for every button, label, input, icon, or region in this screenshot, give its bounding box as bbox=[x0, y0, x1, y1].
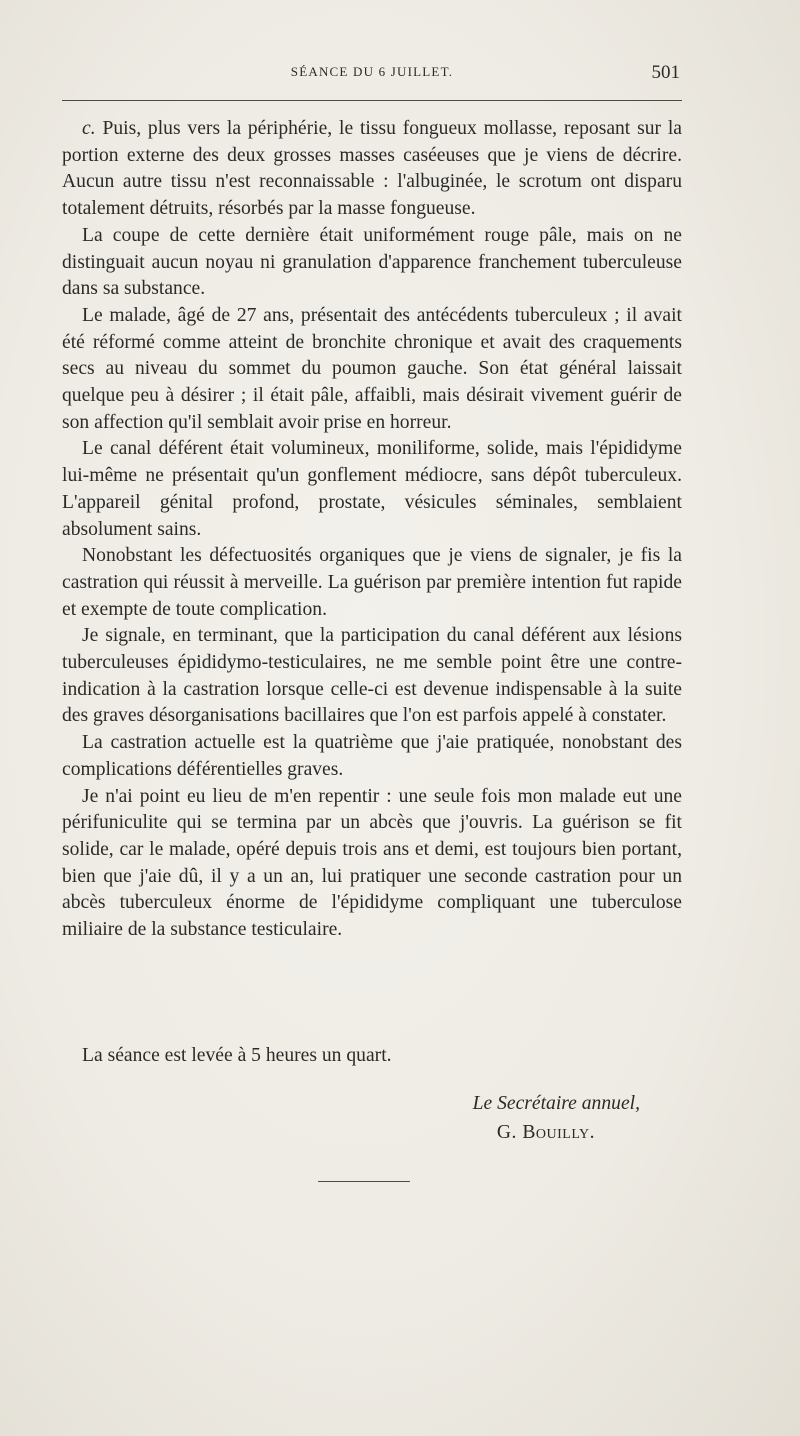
paragraph-text: La castration actuelle est la quatrième que j'aie pratiquée, nonobstant des complications déférentielles graves. bbox=[62, 732, 682, 780]
paragraph-text: Je n'ai point eu lieu de m'en repentir : une seule fois mon malade eut une périfuniculite qui se termina par un abcès que j'ouvris. La guérison se fit solide, car le malade, opéré depuis trois ans et demi, est toujours bien portant, bien que j'aie dû, il y a un an, lui pratiquer une seconde castration pour un abcès tuberculeux énorme de l'épididyme compliquant une tuberculose miliaire de la substance testiculaire. bbox=[62, 785, 682, 941]
end-rule bbox=[318, 1181, 410, 1182]
page-header bbox=[62, 60, 682, 92]
paragraph-text: Je signale, en terminant, que la participation du canal déférent aux lésions tuberculeuses épididymo-testiculaires, ne me semble point être une contre-indication à la castration lorsque celle-ci est devenue indispensable à la suite des graves désorganisations bacillaires que l'on est parfois appelé à constater. bbox=[62, 625, 682, 727]
paragraph bbox=[62, 436, 682, 543]
body-text bbox=[62, 116, 682, 944]
running-head: SÉANCE DU 6 JUILLET. bbox=[290, 64, 454, 79]
paragraph-text: Nonobstant les défectuosités organiques que je viens de signaler, je fis la castration qui réussit à merveille. La guérison par première intention fut rapide et exempte de toute complication. bbox=[62, 545, 682, 620]
closing-line: La séance est levée à 5 heures un quart. bbox=[82, 1045, 392, 1066]
paragraph-text: Le canal déférent était volumineux, moniliforme, solide, mais l'épididyme lui-même ne présentait qu'un gonflement médiocre, sans dépôt tuberculeux. L'appareil génital profond, prostate, vésicules séminales, semblaient absolument sains. bbox=[62, 438, 682, 540]
signature-name: G. Bouilly. bbox=[496, 1122, 595, 1143]
paragraph-text: Le malade, âgé de 27 ans, présentait des antécédents tuberculeux ; il avait été réformé comme atteint de bronchite chronique et avait des craquements secs au niveau du sommet du poumon gauche. Son état général laissait quelque peu à désirer ; il était pâle, affaibli, mais désirait vivement guérir de son affection qu'il semblait avoir prise en horreur. bbox=[62, 304, 682, 433]
paragraph bbox=[62, 303, 682, 437]
paragraph-lead: c. bbox=[82, 118, 96, 139]
paragraph bbox=[62, 730, 682, 783]
paragraph bbox=[62, 223, 682, 303]
paragraph-text: La coupe de cette dernière était uniformément rouge pâle, mais on ne distinguait aucun noyau ni granulation d'apparence franchement tuberculeuse dans sa substance. bbox=[62, 224, 682, 300]
paragraph bbox=[62, 623, 682, 730]
paragraph bbox=[62, 543, 682, 623]
paragraph-text: Puis, plus vers la périphérie, le tissu fongueux mollasse, reposant sur la portion externe des deux grosses masses caséeuses que je viens de décrire. Aucun autre tissu n'est reconnaissable : l'albuginée, le scrotum ont disparu totalement détruits, résorbés par la masse fongueuse. bbox=[62, 118, 682, 220]
signature-title: Le Secrétaire annuel, bbox=[472, 1093, 640, 1114]
header-rule bbox=[62, 100, 682, 101]
paragraph bbox=[62, 784, 682, 944]
paragraph bbox=[62, 116, 682, 223]
page-number: 501 bbox=[651, 62, 680, 83]
